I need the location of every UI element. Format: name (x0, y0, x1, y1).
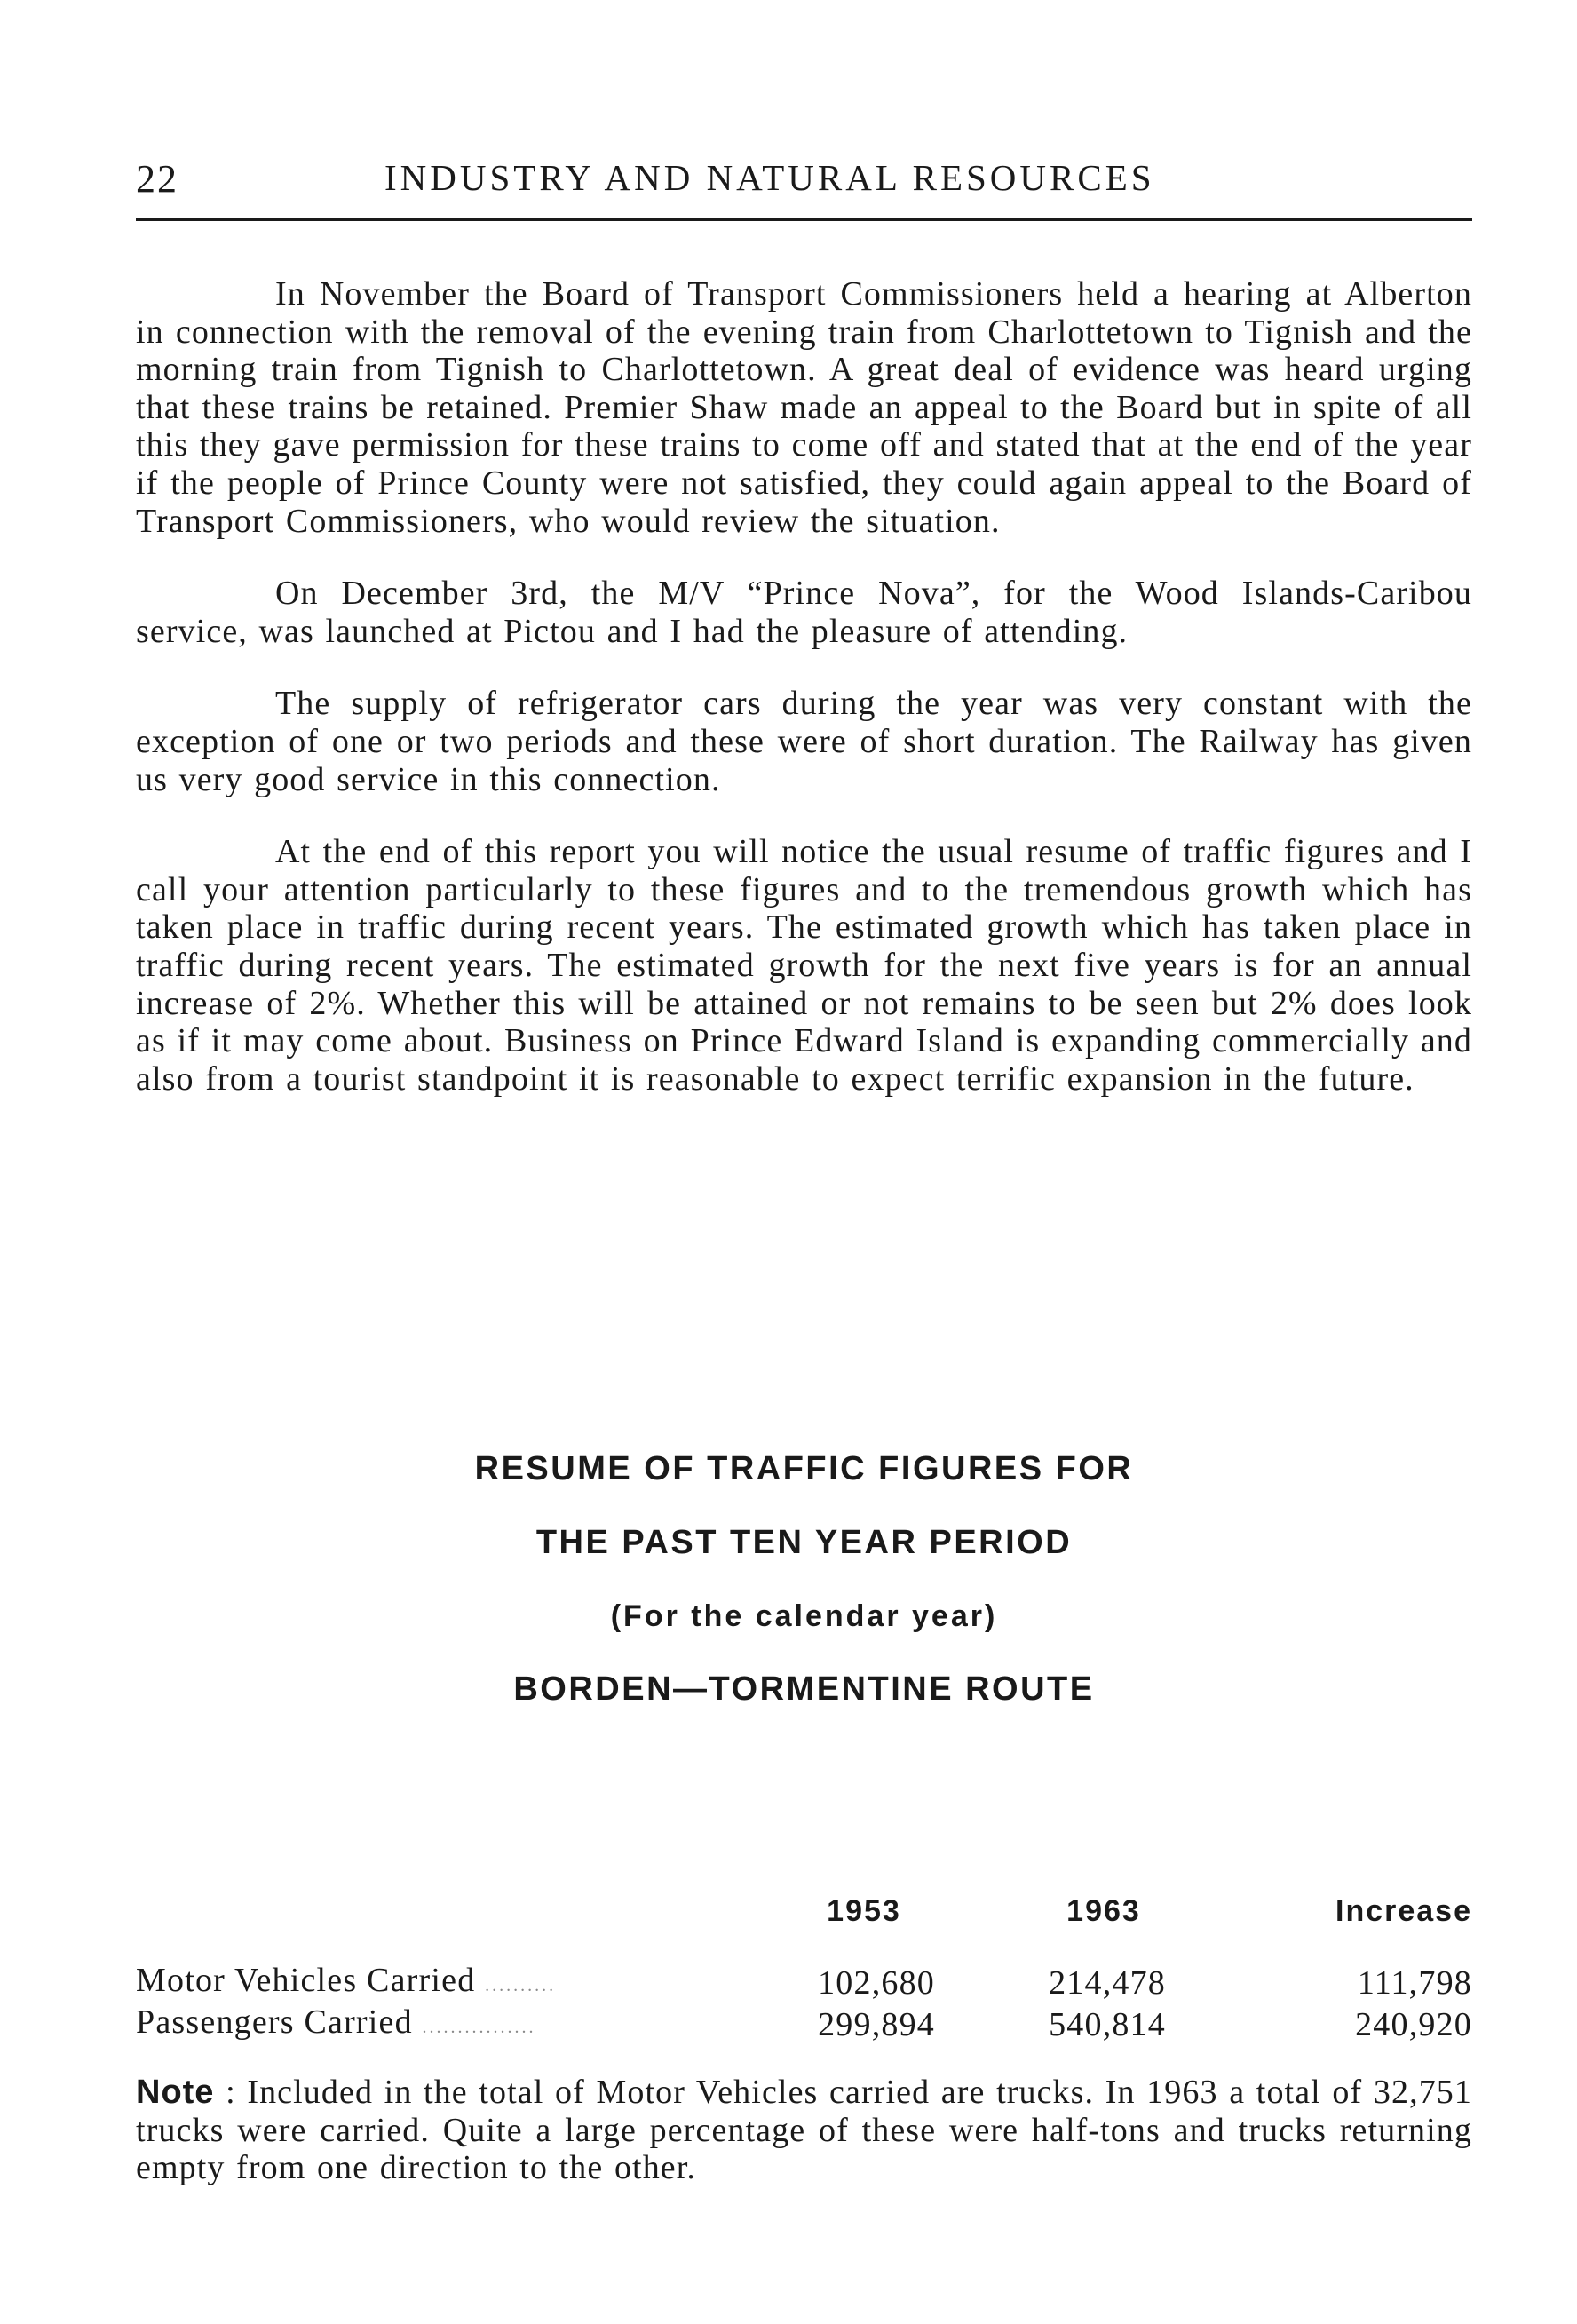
footnote (136, 2074, 1472, 2187)
column-header-1953: 1953 (827, 1894, 901, 1928)
resume-subtitle: (For the calendar year) (610, 1599, 998, 1633)
cell-1963: 214,478 (1049, 1964, 1166, 2002)
traffic-table (136, 1894, 1472, 2046)
route-heading: BORDEN—TORMENTINE ROUTE (513, 1670, 1095, 1708)
column-header-blank (136, 1894, 757, 1963)
body-text (136, 275, 1472, 1132)
paragraph-prince-nova: On December 3rd, the M/V “Prince Nova”, for the Wood Islands-Caribou service, was launched at Pictou and I had the pleasure of attending. (136, 575, 1472, 650)
table-row (136, 1963, 1472, 2004)
column-header-increase: Increase (1335, 1894, 1472, 1928)
row-label: Motor Vehicles Carried (136, 1962, 476, 1999)
column-header-1963: 1963 (1066, 1894, 1141, 1928)
cell-1953: 299,894 (818, 2006, 935, 2043)
row-label: Passengers Carried (136, 2003, 413, 2041)
header-rule (136, 218, 1472, 221)
cell-increase: 240,920 (1355, 2006, 1472, 2043)
cell-increase: 111,798 (1357, 1964, 1472, 2002)
document-page (136, 149, 1472, 2187)
page-number: 22 (136, 157, 178, 201)
dot-leader: ................ (422, 2018, 536, 2037)
table-header-row (136, 1894, 1472, 1963)
note-label: Note (136, 2074, 215, 2111)
paragraph-refrigerator-cars: The supply of refrigerator cars during the year was very constant with the exception of one or two periods and these were of short duration. The Railway has given us very good service in this connection. (136, 685, 1472, 798)
page-header (136, 149, 1472, 202)
paragraph-traffic-growth: At the end of this report you will notice the usual resume of traffic figures and I call your attention particularly to these figures and to the tremendous growth which has taken place in traffic during recent years. The estimated growth which has taken place in traffic during recent years. The estimated growth for the next five years is for an annual increase of 2%. Whether this will be attained or not remains to be seen but 2% does look as if it may come about. Business on Prince Edward Island is expanding commercially and also from a tourist standpoint it is reasonable to expect terrific expansion in the future. (136, 833, 1472, 1098)
resume-title-line2: THE PAST TEN YEAR PERIOD (535, 1524, 1073, 1561)
resume-title-line1: RESUME OF TRAFFIC FIGURES FOR (474, 1450, 1134, 1487)
note-text: : Included in the total of Motor Vehicles carried are trucks. In 1963 a total of 32,751 trucks were carried. Quite a large percentage of these were half-tons and trucks returning empty from one direction to the other. (136, 2074, 1472, 2187)
dot-leader: .......... (485, 1976, 557, 1995)
cell-1953: 102,680 (818, 1964, 935, 2002)
table-row (136, 2004, 1472, 2046)
paragraph-board-hearing: In November the Board of Transport Commissioners held a hearing at Alberton in connection with the removal of the evening train from Charlottetown to Tignish and the morning train from Tignish to Charlottetown. A great deal of evidence was heard urging that these trains be retained. Premier Shaw made an appeal to the Board but in spite of all this they gave permission for these trains to come off and stated that at the end of the year if the people of Prince County were not satisfied, they could again appeal to the Board of Transport Commissioners, who would review the situation. (136, 275, 1472, 540)
cell-1963: 540,814 (1049, 2006, 1166, 2043)
running-title: INDUSTRY AND NATURAL RESOURCES (384, 157, 1155, 198)
